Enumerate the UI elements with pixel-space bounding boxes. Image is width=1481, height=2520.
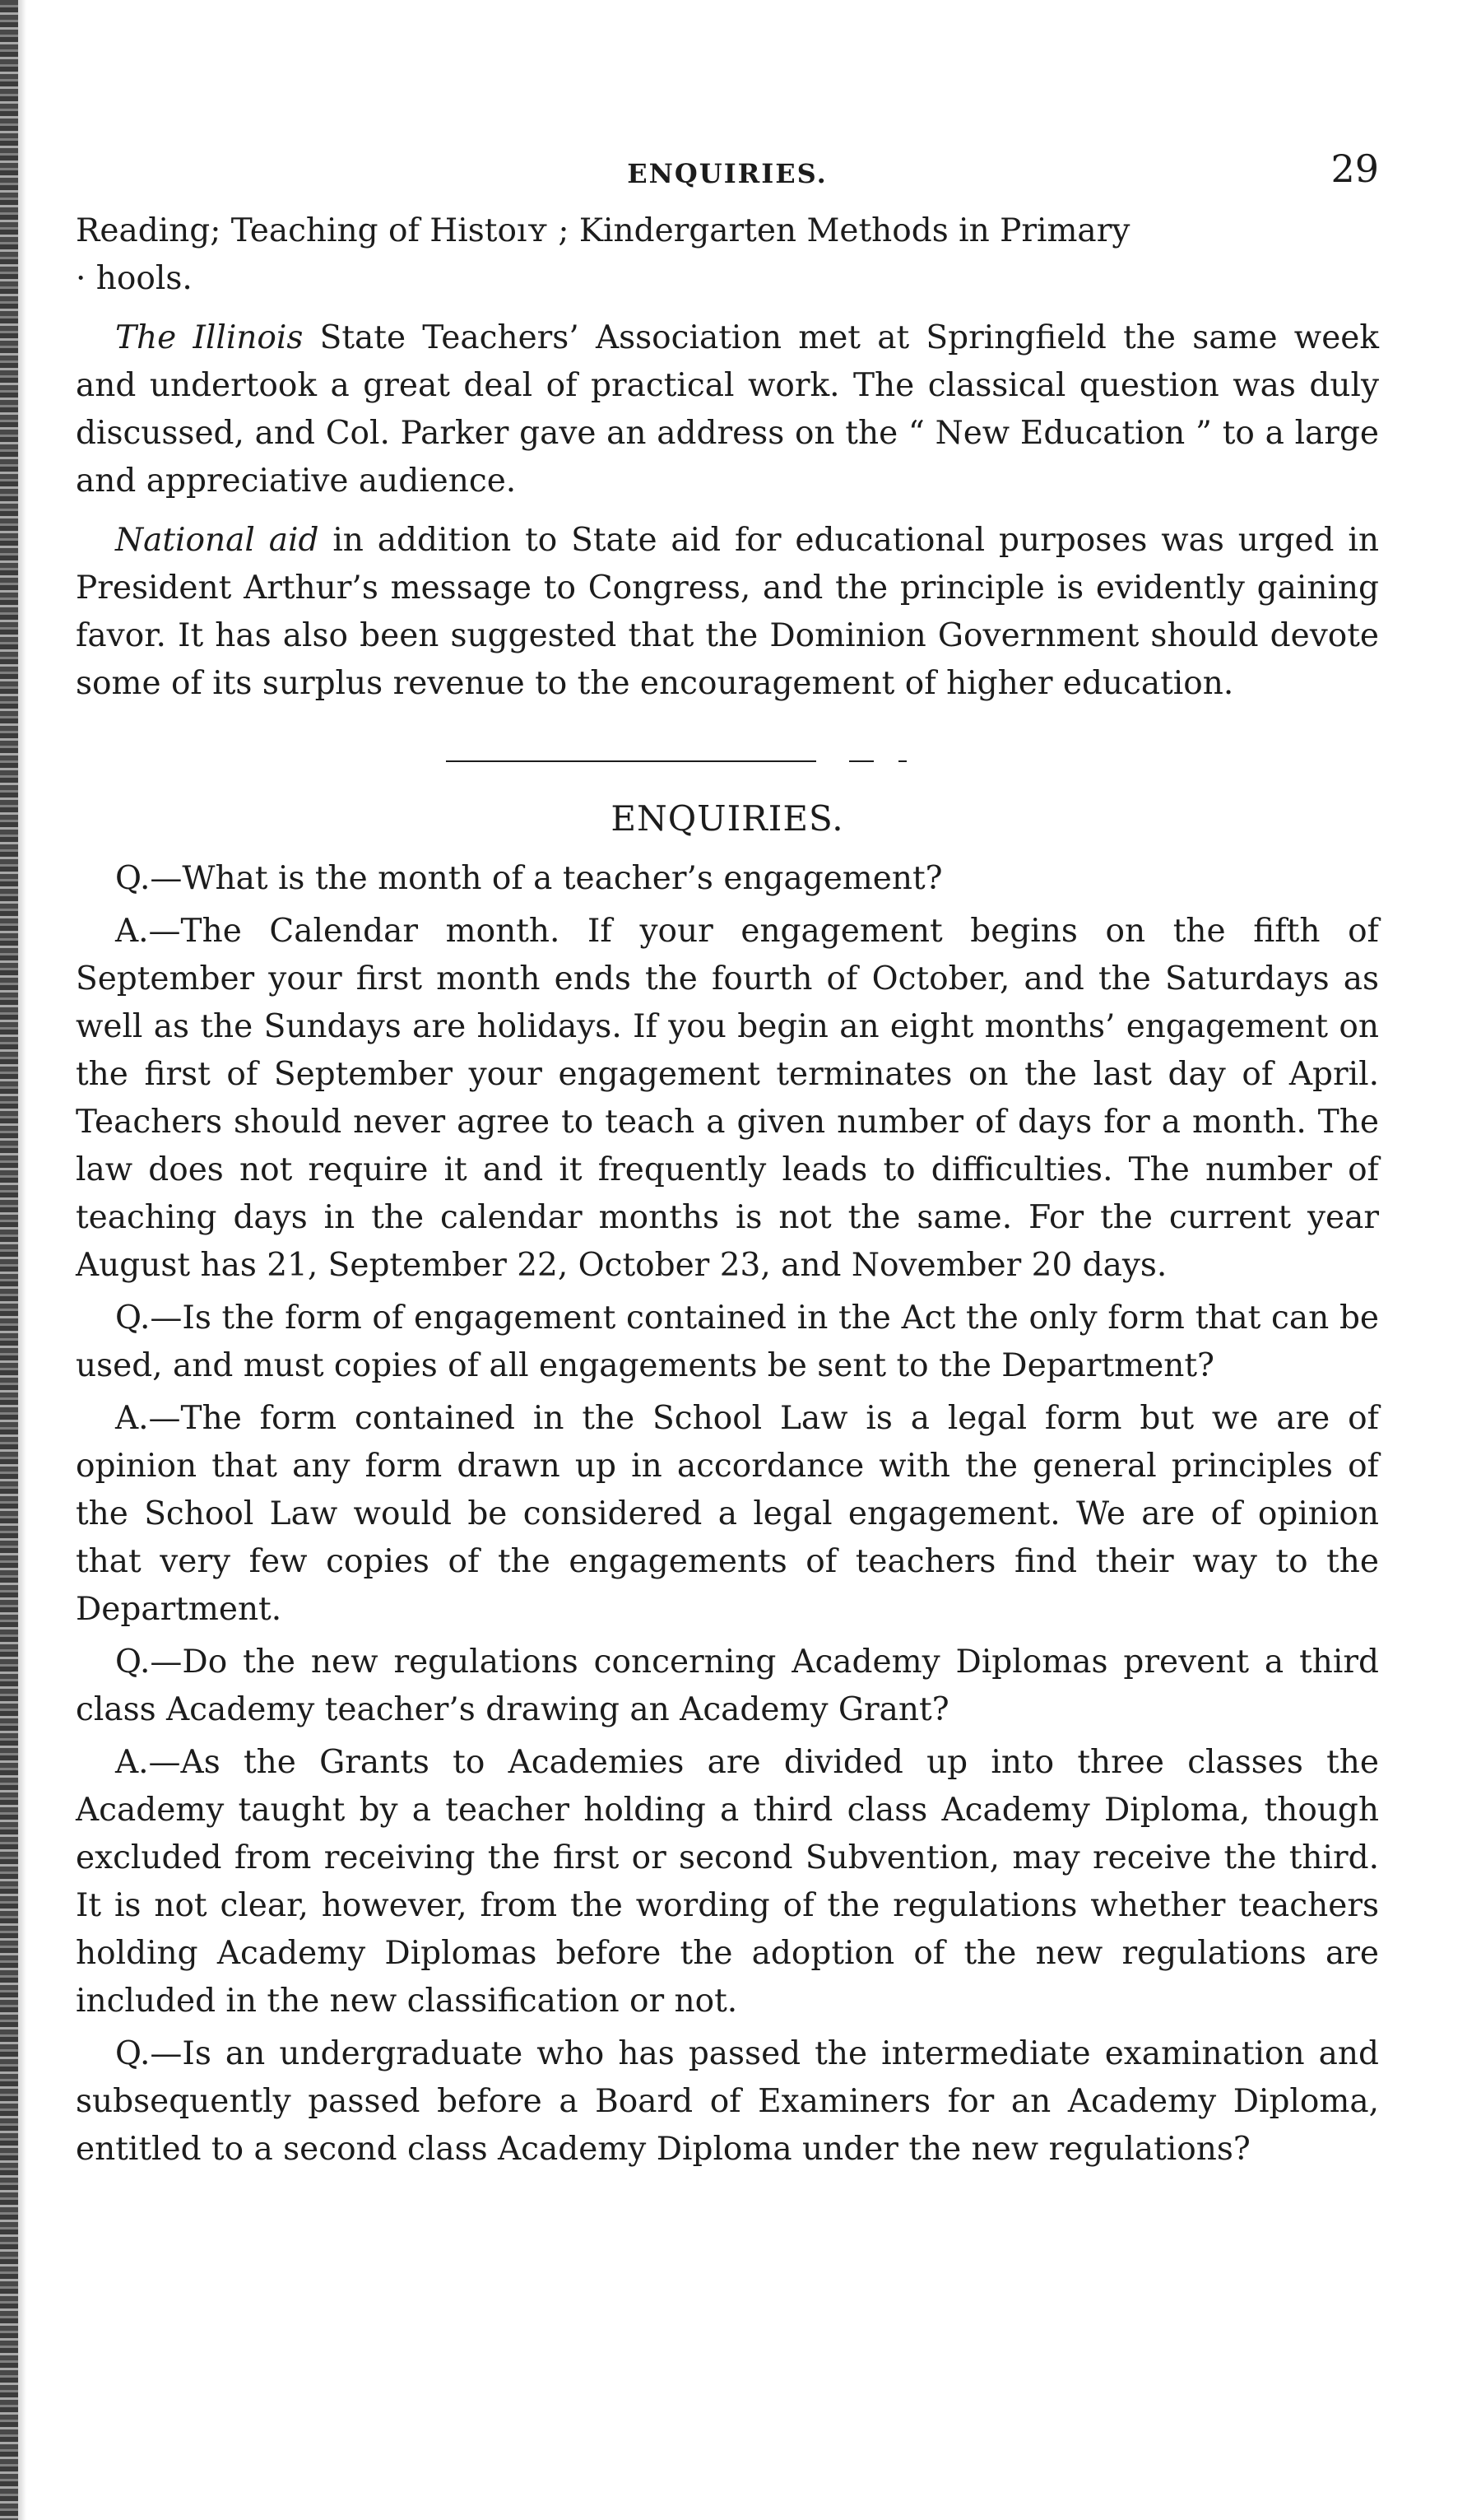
running-header [76, 140, 1379, 198]
section-heading: ENQUIRIES. [611, 798, 844, 839]
divider-dash-small [898, 760, 907, 762]
carryover-paragraph [76, 207, 1379, 303]
divider-dash [849, 760, 874, 762]
book-page [76, 140, 1379, 2174]
question-3: Q.—Do the new regulations concerning Academy Diplomas prevent a third class Academy teacher’s drawing an Academy Grant? [76, 1644, 1379, 1728]
answer-1: A.—The Calendar month. If your engagement begins on the fifth of September your first month ends the fourth of October, and the Saturdays as well as the Sundays are holidays. If you begin an eight months’ engagement on the first of September your engagement terminates on the last day of April. Teachers should never agree to teach a given number of days for a month. The law does not require it and it frequently leads to difficulties. The number of teaching days in the calendar months is not the same. For the current year August has 21, September 22, October 23, and November 20 days. [76, 913, 1379, 1284]
page-binding-edge [0, 0, 18, 2520]
page-number: 29 [1330, 146, 1379, 191]
section-divider [76, 749, 1379, 774]
national-aid-paragraph-text: in addition to State aid for educational purposes was urged in President Arthur’s message to Congress, and the principle is evidently gaining favor. It has also been suggested that the Dominion Government should devote some of its surplus revenue to the encouragement of higher education. [76, 522, 1380, 702]
national-aid-paragraph [76, 517, 1379, 708]
illinois-paragraph-text: State Teachers’ Association met at Springfield the same week and undertook a great deal of practical work. The classical question was duly discussed, and Col. Parker gave an address on the “ New Education ” to a large and appreciative audience. [76, 319, 1379, 500]
answer-2: A.—The form contained in the School Law is a legal form but we are of opinion that any form drawn up in accordance with the general principles of the School Law would be considered a legal engagement. We are of opinion that very few copies of the engagements of teachers find their way to the Department. [76, 1400, 1379, 1628]
question-2: Q.—Is the form of engagement contained in the Act the only form that can be used, and must copies of all engagements be sent to the Department? [76, 1300, 1379, 1384]
national-aid-italic-lead: National aid [115, 522, 319, 559]
running-title: ENQUIRIES. [627, 158, 828, 189]
carryover-line-1: Reading; Teaching of Histoıʏ ; Kindergarten Methods in Primary [76, 212, 1130, 249]
illinois-paragraph [76, 314, 1379, 505]
answer-3: A.—As the Grants to Academies are divided up into three classes the Academy taught by a teacher holding a third class Academy Diploma, though excluded from receiving the first or second Subvention, may receive the third. It is not clear, however, from the wording of the regulations whether teachers holding Academy Diplomas before the adoption of the new regulations are included in the new classification or not. [76, 1744, 1379, 2020]
question-1: Q.—What is the month of a teacher’s engagement? [115, 860, 943, 897]
question-4: Q.—Is an undergraduate who has passed the intermediate examination and subsequently passed before a Board of Examiners for an Academy Diploma, entitled to a second class Academy Diploma under the new regulations? [76, 2035, 1379, 2168]
illinois-italic-lead: The Illinois [115, 319, 304, 356]
carryover-line-2: · hools. [76, 260, 193, 297]
divider-rule [446, 760, 816, 762]
